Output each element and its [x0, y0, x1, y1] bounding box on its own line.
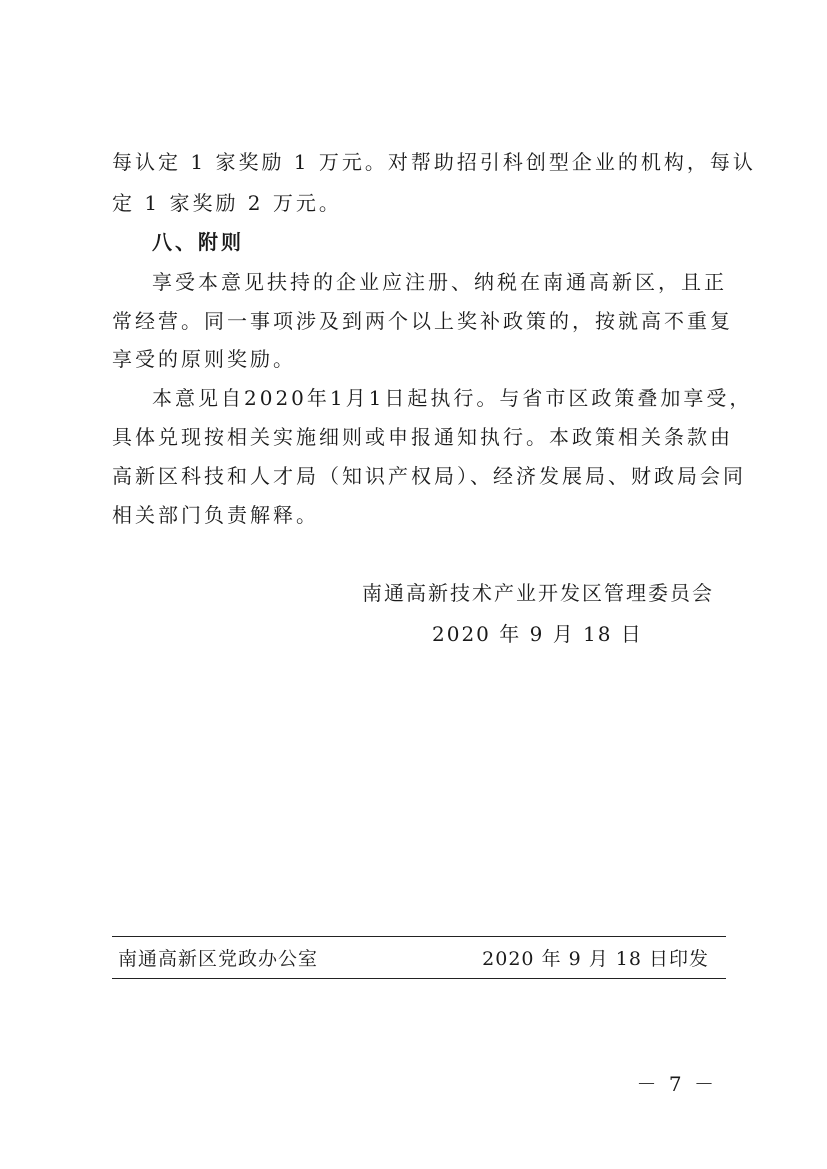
- paragraph-2-line-3: 高新区科技和人才局（知识产权局）、经济发展局、财政局会同: [112, 464, 746, 488]
- body-line-2: 定 1 家奖励 2 万元。: [112, 191, 342, 215]
- paragraph-2-line-1: 本意见自2020年1月1日起执行。与省市区政策叠加享受，: [152, 386, 753, 410]
- page-number: － 7 －: [636, 1072, 717, 1096]
- footer-bottom-rule: [112, 978, 726, 979]
- body-line-1: 每认定 1 家奖励 1 万元。对帮助招引科创型企业的机构，每认: [112, 150, 756, 174]
- paragraph-1-line-2: 常经营。同一事项涉及到两个以上奖补政策的，按就高不重复: [112, 309, 733, 333]
- section-heading: 八、附则: [152, 230, 244, 254]
- signature-date: 2020 年 9 月 18 日: [432, 622, 643, 646]
- footer-issuer: 南通高新区党政办公室: [118, 948, 319, 970]
- paragraph-2-line-2: 具体兑现按相关实施细则或申报通知执行。本政策相关条款由: [112, 425, 733, 449]
- paragraph-2-line-4: 相关部门负责解释。: [112, 503, 319, 527]
- signature-organization: 南通高新技术产业开发区管理委员会: [362, 581, 714, 605]
- footer-top-rule: [112, 936, 726, 937]
- paragraph-1-line-1: 享受本意见扶持的企业应注册、纳税在南通高新区，且正: [152, 270, 727, 294]
- footer-issue-date: 2020 年 9 月 18 日印发: [482, 948, 709, 970]
- paragraph-1-line-3: 享受的原则奖励。: [112, 347, 296, 371]
